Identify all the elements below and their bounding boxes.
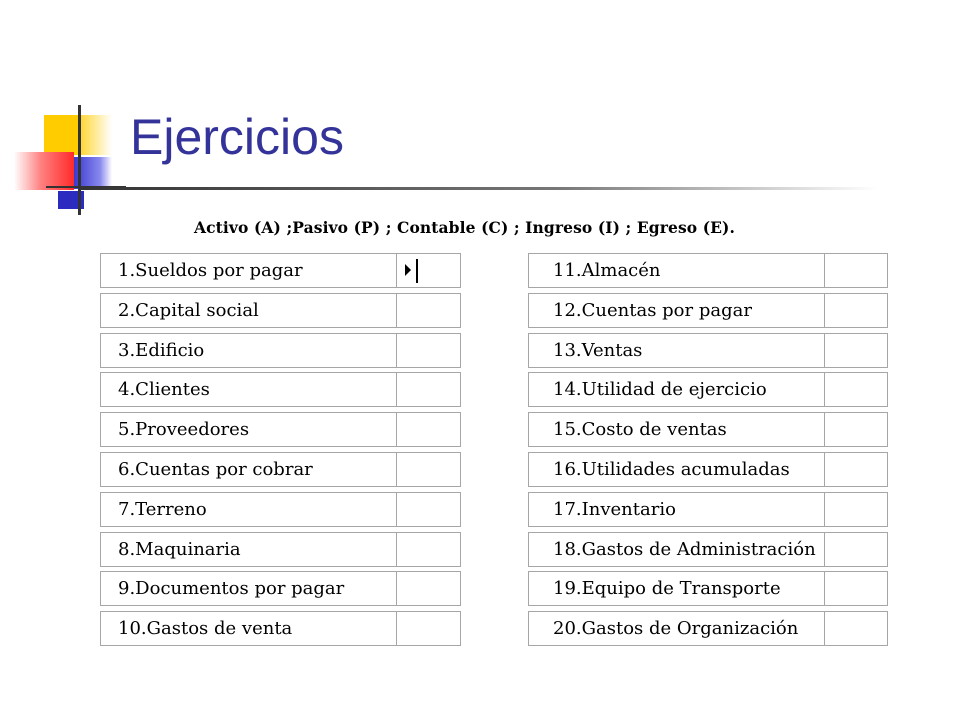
- list-item: [100, 611, 461, 646]
- item-label: 3.Edificio: [101, 334, 397, 367]
- answer-field[interactable]: [397, 254, 460, 287]
- answer-field[interactable]: [397, 533, 460, 566]
- answer-field[interactable]: [397, 373, 460, 406]
- title-underline: [78, 187, 878, 190]
- item-label: 18.Gastos de Administración: [529, 533, 825, 566]
- answer-field[interactable]: [825, 533, 887, 566]
- list-item: [528, 492, 888, 527]
- corner-decoration: [0, 95, 140, 220]
- list-item: [528, 412, 888, 447]
- item-label: 15.Costo de ventas: [529, 413, 825, 446]
- list-item: [528, 372, 888, 407]
- list-item: [100, 253, 461, 288]
- item-label: 17.Inventario: [529, 493, 825, 526]
- list-item: [528, 452, 888, 487]
- deco-red-bar: [14, 152, 74, 190]
- item-label: 6.Cuentas por cobrar: [101, 453, 397, 486]
- answer-field[interactable]: [825, 612, 887, 645]
- answer-field[interactable]: [825, 413, 887, 446]
- item-label: 2.Capital social: [101, 294, 397, 327]
- list-item: [528, 532, 888, 567]
- list-item: [100, 372, 461, 407]
- item-label: 8.Maquinaria: [101, 533, 397, 566]
- list-item: [100, 532, 461, 567]
- deco-vertical-line: [78, 105, 81, 215]
- list-item: [100, 412, 461, 447]
- answer-field[interactable]: [397, 453, 460, 486]
- answer-field[interactable]: [397, 572, 460, 605]
- list-item: [100, 571, 461, 606]
- answer-field[interactable]: [825, 572, 887, 605]
- slide-title: Ejercicios: [130, 109, 344, 165]
- list-item: [100, 293, 461, 328]
- item-label: 12.Cuentas por pagar: [529, 294, 825, 327]
- text-cursor: [416, 259, 418, 283]
- item-label: 10.Gastos de venta: [101, 612, 397, 645]
- list-item: [100, 452, 461, 487]
- item-label: 11.Almacén: [529, 254, 825, 287]
- answer-field[interactable]: [825, 254, 887, 287]
- list-item: [528, 293, 888, 328]
- item-label: 13.Ventas: [529, 334, 825, 367]
- answer-field[interactable]: [397, 493, 460, 526]
- deco-yellow-square: [44, 115, 80, 155]
- answer-field[interactable]: [825, 373, 887, 406]
- item-label: 9.Documentos por pagar: [101, 572, 397, 605]
- list-item: [528, 611, 888, 646]
- left-column: [100, 253, 461, 651]
- item-label: 7.Terreno: [101, 493, 397, 526]
- answer-field[interactable]: [825, 294, 887, 327]
- answer-field[interactable]: [825, 493, 887, 526]
- answer-field[interactable]: [397, 294, 460, 327]
- item-label: 19.Equipo de Transporte: [529, 572, 825, 605]
- deco-yellow-square-fade: [80, 115, 112, 155]
- caret-right-icon: [405, 264, 411, 276]
- answer-field[interactable]: [397, 612, 460, 645]
- list-item: [528, 253, 888, 288]
- item-label: 20.Gastos de Organización: [529, 612, 825, 645]
- list-item: [100, 492, 461, 527]
- list-item: [528, 333, 888, 368]
- answer-field[interactable]: [825, 453, 887, 486]
- answer-field[interactable]: [397, 334, 460, 367]
- right-column: [528, 253, 888, 651]
- item-label: 14.Utilidad de ejercicio: [529, 373, 825, 406]
- item-label: 4.Clientes: [101, 373, 397, 406]
- item-label: 16.Utilidades acumuladas: [529, 453, 825, 486]
- instructions-header: Activo (A) ;Pasivo (P) ; Contable (C) ; Ingreso (I) ; Egreso (E).: [194, 218, 735, 237]
- list-item: [528, 571, 888, 606]
- answer-field[interactable]: [825, 334, 887, 367]
- item-label: 1.Sueldos por pagar: [101, 254, 397, 287]
- item-label: 5.Proveedores: [101, 413, 397, 446]
- list-item: [100, 333, 461, 368]
- answer-field[interactable]: [397, 413, 460, 446]
